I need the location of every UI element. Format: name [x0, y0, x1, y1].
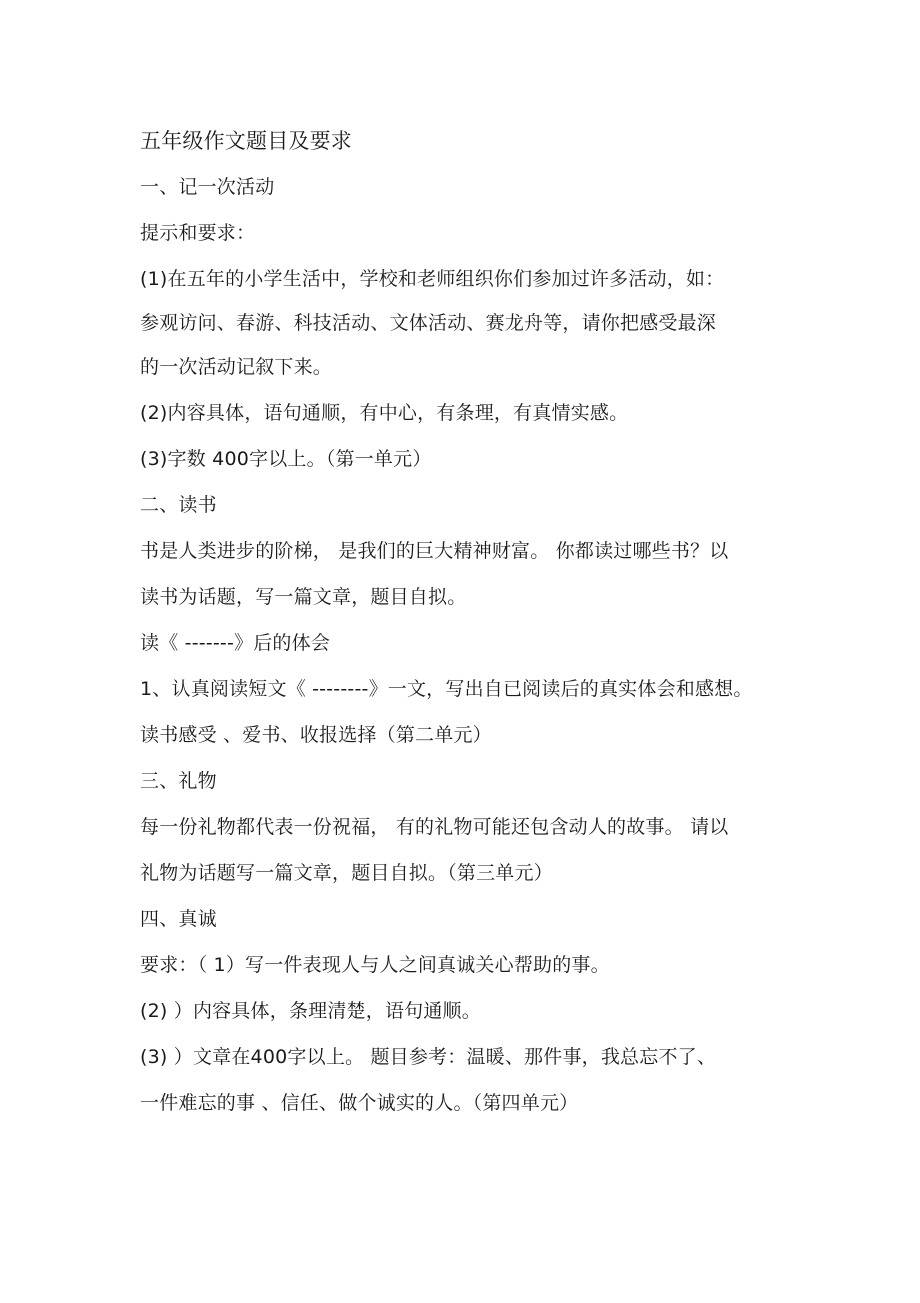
paragraph-line: 的一次活动记叙下来。: [140, 356, 333, 378]
paragraph-line: 读书感受 、爱书、收报选择（第二单元）: [140, 724, 492, 746]
document-body: [140, 118, 790, 1126]
paragraph-line: (3) ）文章在400字以上。 题目参考：温暖、那件事，我总忘不了、: [140, 1046, 717, 1068]
paragraph-line: (3)字数 400字以上。（第一单元）: [140, 448, 432, 470]
document-title: 五年级作文题目及要求: [140, 129, 352, 153]
paragraph-line: (1)在五年的小学生活中，学校和老师组织你们参加过许多活动，如：: [140, 268, 725, 290]
section-heading-sincerity: 四、真诚: [140, 908, 217, 930]
paragraph-line: 读书为话题，写一篇文章，题目自拟。: [140, 586, 467, 608]
paragraph-line: 每一份礼物都代表一份祝福， 有的礼物可能还包含动人的故事。 请以: [140, 816, 729, 838]
section-heading-gift: 三、礼物: [140, 770, 217, 792]
paragraph-line: (2)内容具体，语句通顺，有中心，有条理，有真情实感。: [140, 402, 629, 424]
paragraph-line: 要求：（ 1）写一件表现人与人之间真诚关心帮助的事。: [140, 954, 610, 976]
paragraph-line: 一件难忘的事 、信任、做个诚实的人。（第四单元）: [140, 1092, 579, 1114]
paragraph-line: 1、认真阅读短文《 --------》一文，写出自已阅读后的真实体会和感想。: [140, 678, 753, 700]
section-heading-reading: 二、读书: [140, 494, 217, 516]
paragraph-line: 书是人类进步的阶梯， 是我们的巨大精神财富。 你都读过哪些书？以: [140, 540, 729, 562]
paragraph-line: 礼物为话题写一篇文章，题目自拟。（第三单元）: [140, 862, 553, 884]
paragraph-line: (2) ）内容具体，条理清楚，语句通顺。: [140, 1000, 481, 1022]
paragraph-line: 读《 -------》后的体会: [140, 632, 331, 654]
paragraph-line: 提示和要求：: [140, 222, 256, 244]
section-heading-activity: 一、记一次活动: [140, 176, 275, 198]
paragraph-line: 参观访问、春游、科技活动、文体活动、赛龙舟等，请你把感受最深: [140, 312, 717, 334]
